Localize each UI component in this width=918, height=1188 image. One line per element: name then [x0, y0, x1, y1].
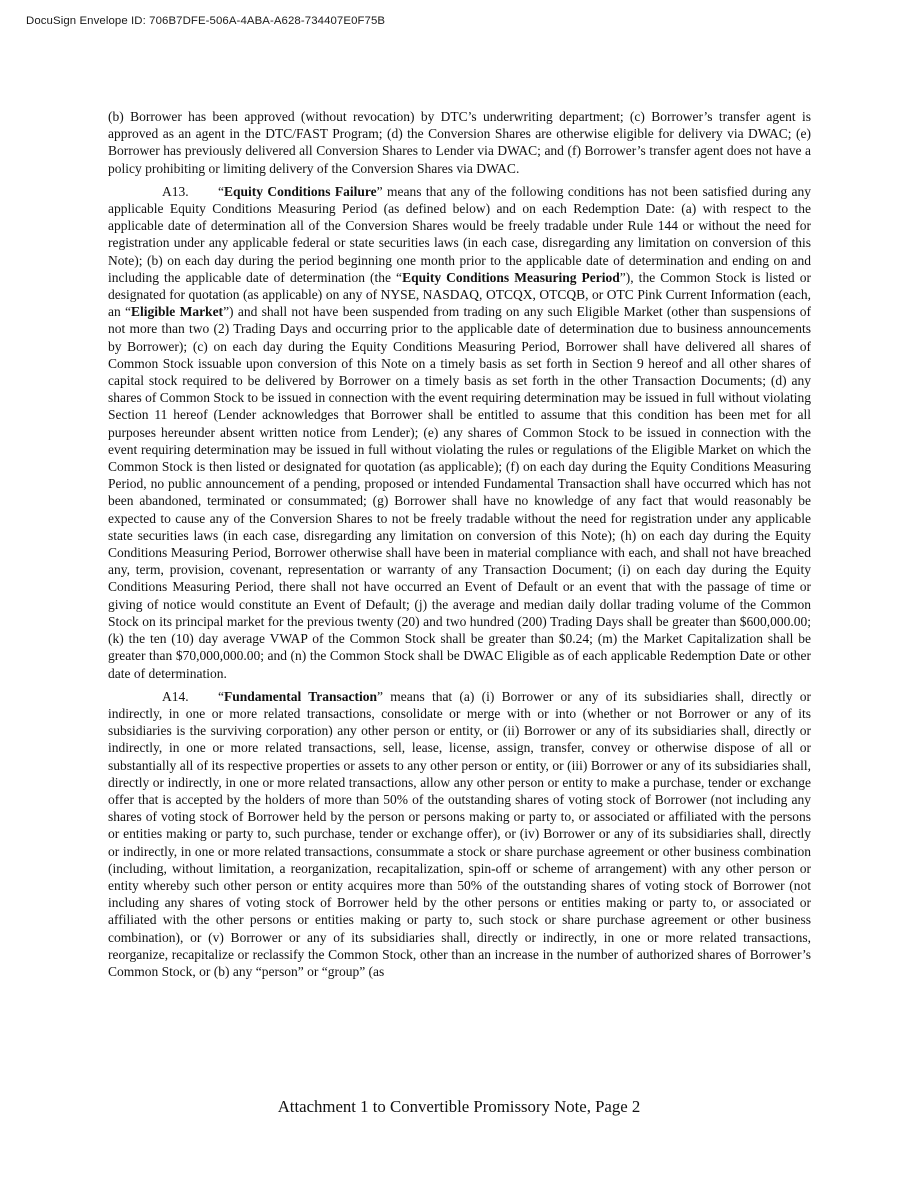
docusign-envelope-id: DocuSign Envelope ID: 706B7DFE-506A-4ABA-A628-734407E0F75B: [26, 15, 386, 27]
a14-text-part-1: ” means that (a) (i) Borrower or any of its subsidiaries shall, directly or indirectly, in one or more related transactions, consolidate or merge with or into (whether or not Borrower or any of its subsidiaries is the surviving corporation) any other person or entity, or (ii) Borrower or any of its subsidiaries shall, directly or indirectly, in one or more related transactions, sell, lease, license, assign, transfer, convey or otherwise dispose of all or substantially all of its respective properties or assets to any other person or entity, or (iii) Borrower or any of its subsidiaries shall, directly or indirectly, in one or more related transactions, allow any other person or entity to make a purchase, tender or exchange offer that is accepted by the holders of more than 50% of the outstanding shares of voting stock of Borrower (not including any shares of voting stock of Borrower held by the person or persons making or party to, or associated or affiliated with the persons or entities making or party to, such purchase, tender or exchange offer), or (iv) Borrower or any of its subsidiaries shall, directly or indirectly, in one or more related transactions, consummate a stock or share purchase agreement or other business combination (including, without limitation, a reorganization, recapitalization, spin-off or scheme of arrangement) with any other person or entity whereby such other person or entity acquires more than 50% of the outstanding shares of voting stock of Borrower (not including any shares of voting stock of Borrower held by the other persons or entities making or party to, or associated or affiliated with the other persons or entities making or party to, such stock or share purchase agreement or other business combination), or (v) Borrower or any of its subsidiaries shall, directly or indirectly, in one or more related transactions, reorganize, recapitalize or reclassify the Common Stock, other than an increase in the number of authorized shares of Borrower’s Common Stock, or (b) any “person” or “group” (as: [108, 688, 811, 979]
a13-text-part-2: ”), the Common Stock is listed or designated for quotation (as applicable) on any of NYSE, NASDAQ, OTCQX, OTCQB, or OTC Pink Current Information (each, an “: [108, 269, 811, 320]
section-a13-equity-conditions-failure: [108, 183, 811, 682]
defined-term-equity-conditions-measuring-period: Equity Conditions Measuring Period: [402, 269, 620, 285]
a13-text-part-1: ” means that any of the following conditions has not been satisfied during any applicable Equity Conditions Measuring Period (as defined below) and on each Redemption Date: (a) with respect to the applicable date of determination all of the Conversion Shares would be freely tradable under Rule 144 or without the need for registration under any applicable federal or state securities laws (in each case, disregarding any limitation on conversion of this Note); (b) on each day during the period beginning one month prior to the applicable date of determination and ending on and including the applicable date of determination (the “: [108, 183, 811, 285]
continuation-paragraph: (b) Borrower has been approved (without revocation) by DTC’s underwriting department; (c) Borrower’s transfer agent is approved as an agent in the DTC/FAST Program; (d) the Conversion Shares are otherwise eligible for delivery via DWAC; (e) Borrower has previously delivered all Conversion Shares to Lender via DWAC; and (f) Borrower’s transfer agent does not have a policy prohibiting or limiting delivery of the Conversion Shares via DWAC.: [108, 109, 811, 176]
section-number-a14: A14.: [162, 688, 189, 704]
a13-text-part-3: ”) and shall not have been suspended from trading on any such Eligible Market (other than suspensions of not more than two (2) Trading Days and occurring prior to the applicable date of determination due to business announcements by Borrower); (c) on each day during the Equity Conditions Measuring Period, Borrower shall have delivered all shares of Common Stock issuable upon conversion of this Note on a timely basis as set forth in Section 9 hereof and all other shares of capital stock required to be delivered by Borrower on a timely basis as set forth in the other Transaction Documents; (d) any shares of Common Stock to be issued in connection with the event requiring determination may be issued in full without violating Section 11 hereof (Lender acknowledges that Borrower shall be entitled to assume that this condition has been met for all purposes hereunder absent written notice from Lender); (e) any shares of Common Stock to be issued in connection with the event requiring determination may be issued in full without violating the rules or regulations of the Eligible Market on which the Common Stock is then listed or designated for quotation (as applicable); (f) on each day during the Equity Conditions Measuring Period, no public announcement of a pending, proposed or intended Fundamental Transaction shall have occurred which has not been abandoned, terminated or consummated; (g) Borrower shall have no knowledge of any fact that would reasonably be expected to cause any of the Conversion Shares to not be freely tradable without the need for registration under any applicable state securities laws (in each case, disregarding any limitation on conversion of this Note); (h) on each day during the Equity Conditions Measuring Period, Borrower otherwise shall have been in material compliance with each, and shall not have breached any, term, provision, covenant, representation or warranty of any Transaction Document; (i) on each day during the Equity Conditions Measuring Period, there shall not have occurred an Event of Default or an event that with the passage of time or giving of notice would constitute an Event of Default; (j) the average and median daily dollar trading volume of the Common Stock on its principal market for the previous twenty (20) and two hundred (200) Trading Days shall be greater than $600,000.00; (k) the ten (10) day average VWAP of the Common Stock shall be greater than $0.24; (m) the Market Capitalization shall be greater than $70,000,000.00; and (n) the Common Stock shall be DWAC Eligible as of each applicable Redemption Date or other date of determination.: [108, 304, 812, 681]
page-footer: Attachment 1 to Convertible Promissory Note, Page 2: [277, 1097, 641, 1116]
defined-term-fundamental-transaction: Fundamental Transaction: [224, 688, 377, 704]
defined-term-eligible-market: Eligible Market: [131, 304, 224, 320]
open-quote: “: [218, 688, 224, 704]
section-number-a13: A13.: [162, 183, 189, 199]
defined-term-equity-conditions-failure: Equity Conditions Failure: [224, 183, 377, 199]
section-a14-fundamental-transaction: [108, 688, 811, 980]
document-body: [108, 108, 811, 986]
open-quote: “: [218, 183, 224, 199]
